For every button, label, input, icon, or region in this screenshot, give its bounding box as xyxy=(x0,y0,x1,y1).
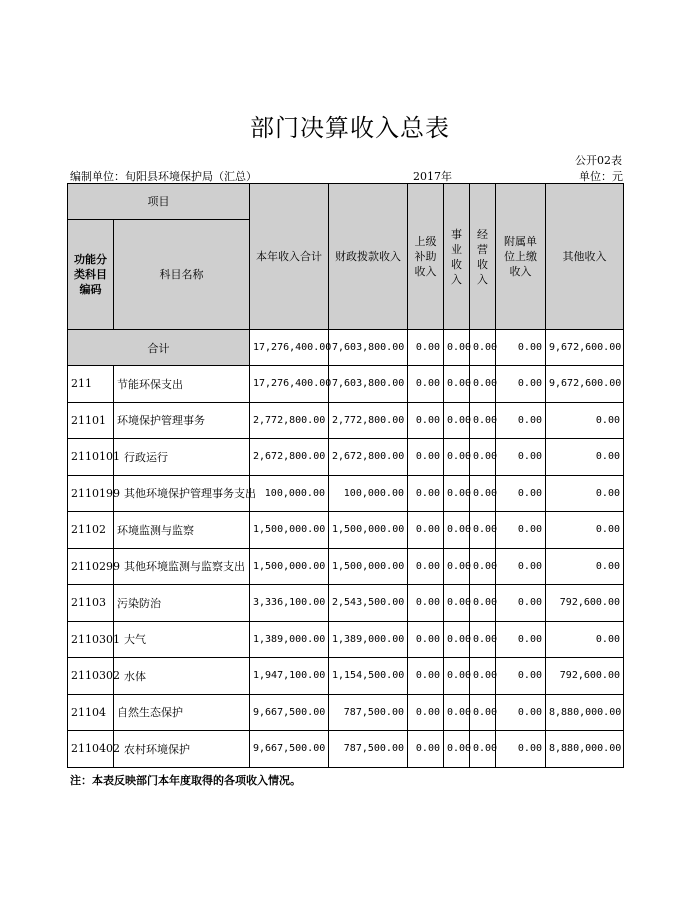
header-subsidy: 上级补助收入 xyxy=(408,184,444,330)
row-subsidy: 0.00 xyxy=(408,658,444,695)
row-code: 21104 xyxy=(68,694,114,731)
row-fiscal: 2,772,800.00 xyxy=(329,402,408,439)
row-affiliated: 0.00 xyxy=(496,694,546,731)
summary-fiscal: 7,603,800.00 xyxy=(329,330,408,366)
row-other: 9,672,600.00 xyxy=(546,366,624,403)
table-row xyxy=(68,585,624,622)
row-operating: 0.00 xyxy=(470,621,496,658)
row-affiliated: 0.00 xyxy=(496,731,546,768)
row-code: 21103 xyxy=(68,585,114,622)
table-row xyxy=(68,621,624,658)
row-operating: 0.00 xyxy=(470,694,496,731)
row-affiliated: 0.00 xyxy=(496,366,546,403)
summary-operating: 0.00 xyxy=(470,330,496,366)
row-subsidy: 0.00 xyxy=(408,731,444,768)
row-affiliated: 0.00 xyxy=(496,621,546,658)
row-code: 2110302 xyxy=(68,658,114,695)
table-row xyxy=(68,402,624,439)
row-name: 污染防治 xyxy=(114,585,250,622)
row-code: 2110301 xyxy=(68,621,114,658)
table-row xyxy=(68,475,624,512)
row-fiscal: 787,500.00 xyxy=(329,731,408,768)
row-business: 0.00 xyxy=(444,585,470,622)
report-year: 2017年 xyxy=(413,170,452,183)
row-code: 2110101 xyxy=(68,439,114,476)
row-business: 0.00 xyxy=(444,548,470,585)
row-fiscal: 1,154,500.00 xyxy=(329,658,408,695)
row-business: 0.00 xyxy=(444,439,470,476)
row-operating: 0.00 xyxy=(470,731,496,768)
form-code: 公开02表 xyxy=(575,154,622,167)
summary-subsidy: 0.00 xyxy=(408,330,444,366)
row-fiscal: 100,000.00 xyxy=(329,475,408,512)
table-row xyxy=(68,731,624,768)
row-fiscal: 1,500,000.00 xyxy=(329,548,408,585)
row-code: 21101 xyxy=(68,402,114,439)
table-row xyxy=(68,439,624,476)
row-subsidy: 0.00 xyxy=(408,621,444,658)
row-operating: 0.00 xyxy=(470,548,496,585)
row-operating: 0.00 xyxy=(470,366,496,403)
row-total: 1,500,000.00 xyxy=(250,548,329,585)
row-name: 其他环境监测与监察支出 xyxy=(114,548,250,585)
row-total: 2,672,800.00 xyxy=(250,439,329,476)
row-subsidy: 0.00 xyxy=(408,475,444,512)
header-fiscal: 财政拨款收入 xyxy=(329,184,408,330)
row-code: 2110299 xyxy=(68,548,114,585)
row-other: 0.00 xyxy=(546,439,624,476)
row-fiscal: 2,543,500.00 xyxy=(329,585,408,622)
table-row xyxy=(68,512,624,549)
header-project: 项目 xyxy=(68,184,250,220)
page-title: 部门决算收入总表 xyxy=(250,114,450,142)
row-business: 0.00 xyxy=(444,658,470,695)
row-other: 0.00 xyxy=(546,621,624,658)
row-total: 1,500,000.00 xyxy=(250,512,329,549)
row-other: 0.00 xyxy=(546,512,624,549)
row-name: 节能环保支出 xyxy=(114,366,250,403)
row-subsidy: 0.00 xyxy=(408,402,444,439)
row-fiscal: 7,603,800.00 xyxy=(329,366,408,403)
row-business: 0.00 xyxy=(444,475,470,512)
header-operating: 经营收入 xyxy=(470,184,496,330)
row-total: 3,336,100.00 xyxy=(250,585,329,622)
row-name: 自然生态保护 xyxy=(114,694,250,731)
row-affiliated: 0.00 xyxy=(496,548,546,585)
row-other: 8,880,000.00 xyxy=(546,694,624,731)
row-name: 大气 xyxy=(114,621,250,658)
row-other: 792,600.00 xyxy=(546,658,624,695)
table-row xyxy=(68,658,624,695)
summary-business: 0.00 xyxy=(444,330,470,366)
row-other: 0.00 xyxy=(546,548,624,585)
row-fiscal: 1,389,000.00 xyxy=(329,621,408,658)
header-total: 本年收入合计 xyxy=(250,184,329,330)
row-business: 0.00 xyxy=(444,512,470,549)
header-business: 事业收入 xyxy=(444,184,470,330)
row-operating: 0.00 xyxy=(470,512,496,549)
row-affiliated: 0.00 xyxy=(496,439,546,476)
row-subsidy: 0.00 xyxy=(408,512,444,549)
row-affiliated: 0.00 xyxy=(496,585,546,622)
table-row xyxy=(68,366,624,403)
row-code: 2110402 xyxy=(68,731,114,768)
row-name: 农村环境保护 xyxy=(114,731,250,768)
row-code: 2110199 xyxy=(68,475,114,512)
row-other: 8,880,000.00 xyxy=(546,731,624,768)
summary-other: 9,672,600.00 xyxy=(546,330,624,366)
row-code: 21102 xyxy=(68,512,114,549)
row-name: 环境监测与监察 xyxy=(114,512,250,549)
header-code: 功能分类科目编码 xyxy=(68,220,114,330)
summary-label: 合计 xyxy=(68,330,250,366)
row-name: 环境保护管理事务 xyxy=(114,402,250,439)
row-subsidy: 0.00 xyxy=(408,585,444,622)
summary-affiliated: 0.00 xyxy=(496,330,546,366)
row-total: 1,389,000.00 xyxy=(250,621,329,658)
row-subsidy: 0.00 xyxy=(408,366,444,403)
row-affiliated: 0.00 xyxy=(496,658,546,695)
currency-unit: 单位：元 xyxy=(579,170,623,183)
row-affiliated: 0.00 xyxy=(496,475,546,512)
row-name: 其他环境保护管理事务支出 xyxy=(114,475,250,512)
row-affiliated: 0.00 xyxy=(496,512,546,549)
row-affiliated: 0.00 xyxy=(496,402,546,439)
row-business: 0.00 xyxy=(444,621,470,658)
compiling-unit: 编制单位：旬阳县环境保护局（汇总） xyxy=(70,170,257,183)
row-other: 0.00 xyxy=(546,475,624,512)
row-subsidy: 0.00 xyxy=(408,694,444,731)
row-total: 2,772,800.00 xyxy=(250,402,329,439)
row-operating: 0.00 xyxy=(470,475,496,512)
table-note: 注：本表反映部门本年度取得的各项收入情况。 xyxy=(70,774,301,787)
row-other: 0.00 xyxy=(546,402,624,439)
table-meta xyxy=(70,168,623,182)
row-total: 9,667,500.00 xyxy=(250,731,329,768)
row-name: 水体 xyxy=(114,658,250,695)
row-subsidy: 0.00 xyxy=(408,439,444,476)
table-row xyxy=(68,694,624,731)
row-name: 行政运行 xyxy=(114,439,250,476)
row-operating: 0.00 xyxy=(470,439,496,476)
header-affiliated: 附属单位上缴收入 xyxy=(496,184,546,330)
row-operating: 0.00 xyxy=(470,585,496,622)
row-business: 0.00 xyxy=(444,731,470,768)
row-total: 100,000.00 xyxy=(250,475,329,512)
row-fiscal: 787,500.00 xyxy=(329,694,408,731)
row-business: 0.00 xyxy=(444,402,470,439)
row-business: 0.00 xyxy=(444,366,470,403)
row-business: 0.00 xyxy=(444,694,470,731)
header-name: 科目名称 xyxy=(114,220,250,330)
summary-total: 17,276,400.00 xyxy=(250,330,329,366)
row-operating: 0.00 xyxy=(470,658,496,695)
row-total: 1,947,100.00 xyxy=(250,658,329,695)
revenue-table xyxy=(67,183,624,768)
row-subsidy: 0.00 xyxy=(408,548,444,585)
row-other: 792,600.00 xyxy=(546,585,624,622)
row-fiscal: 2,672,800.00 xyxy=(329,439,408,476)
row-total: 9,667,500.00 xyxy=(250,694,329,731)
header-other: 其他收入 xyxy=(546,184,624,330)
row-total: 17,276,400.00 xyxy=(250,366,329,403)
row-code: 211 xyxy=(68,366,114,403)
row-fiscal: 1,500,000.00 xyxy=(329,512,408,549)
table-row xyxy=(68,548,624,585)
row-operating: 0.00 xyxy=(470,402,496,439)
